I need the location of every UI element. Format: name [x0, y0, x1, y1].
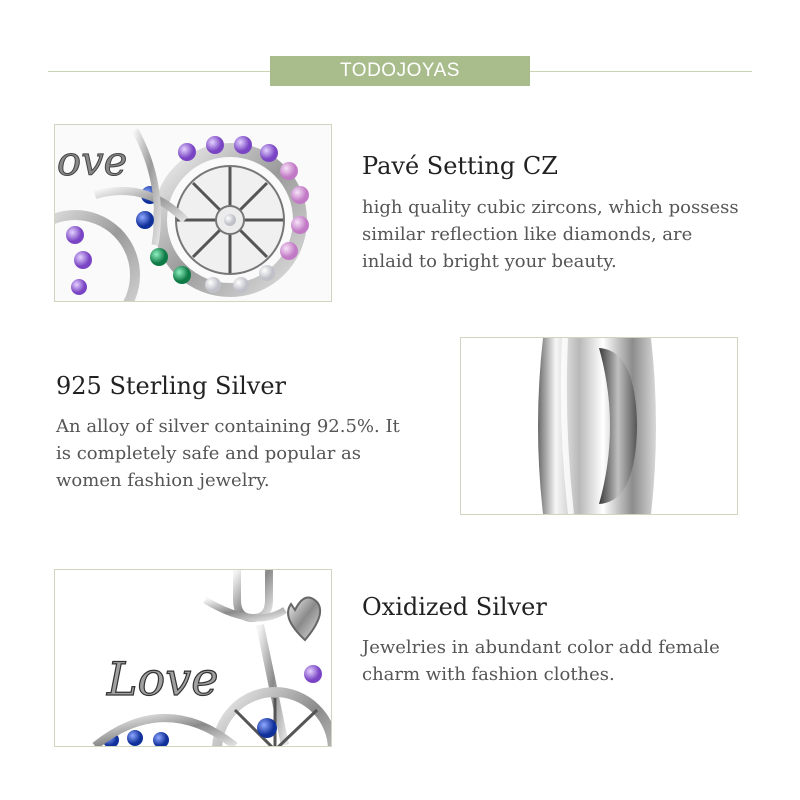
feature-title-sterling: 925 Sterling Silver — [56, 372, 287, 400]
feature-desc-sterling — [56, 413, 436, 494]
brand-banner: TODOJOYAS — [270, 56, 530, 86]
oxidized-lettering: Love — [107, 652, 219, 706]
banner-divider-left — [48, 71, 270, 72]
sterling-silver-photo — [460, 337, 738, 515]
cz-closeup-photo — [54, 124, 332, 302]
feature-title-pave: Pavé Setting CZ — [362, 152, 558, 180]
bicycle-charm-closeup-image — [55, 125, 331, 301]
feature-desc-sterling-line-1: An alloy of silver containing 92.5%. It — [56, 416, 400, 437]
love-bicycle-charm-image — [55, 570, 331, 746]
feature-desc-oxidized-line-1: Jewelries in abundant color add female — [362, 637, 720, 658]
banner-divider-right — [530, 71, 752, 72]
feature-desc-oxidized-line-2: charm with fashion clothes. — [362, 664, 615, 685]
feature-desc-pave — [362, 194, 742, 275]
cz-closeup-lettering: ove — [57, 139, 128, 185]
oxidized-silver-photo — [54, 569, 332, 747]
feature-desc-pave-line-3: inlaid to bright your beauty. — [362, 251, 617, 272]
feature-desc-sterling-line-3: women fashion jewelry. — [56, 470, 270, 491]
feature-desc-pave-line-2: similar reflection like diamonds, are — [362, 224, 693, 245]
spacer-bead-image — [461, 338, 737, 514]
feature-desc-oxidized — [362, 634, 742, 688]
feature-desc-pave-line-1: high quality cubic zircons, which possess — [362, 197, 739, 218]
feature-title-oxidized: Oxidized Silver — [362, 593, 547, 621]
feature-desc-sterling-line-2: is completely safe and popular as — [56, 443, 361, 464]
